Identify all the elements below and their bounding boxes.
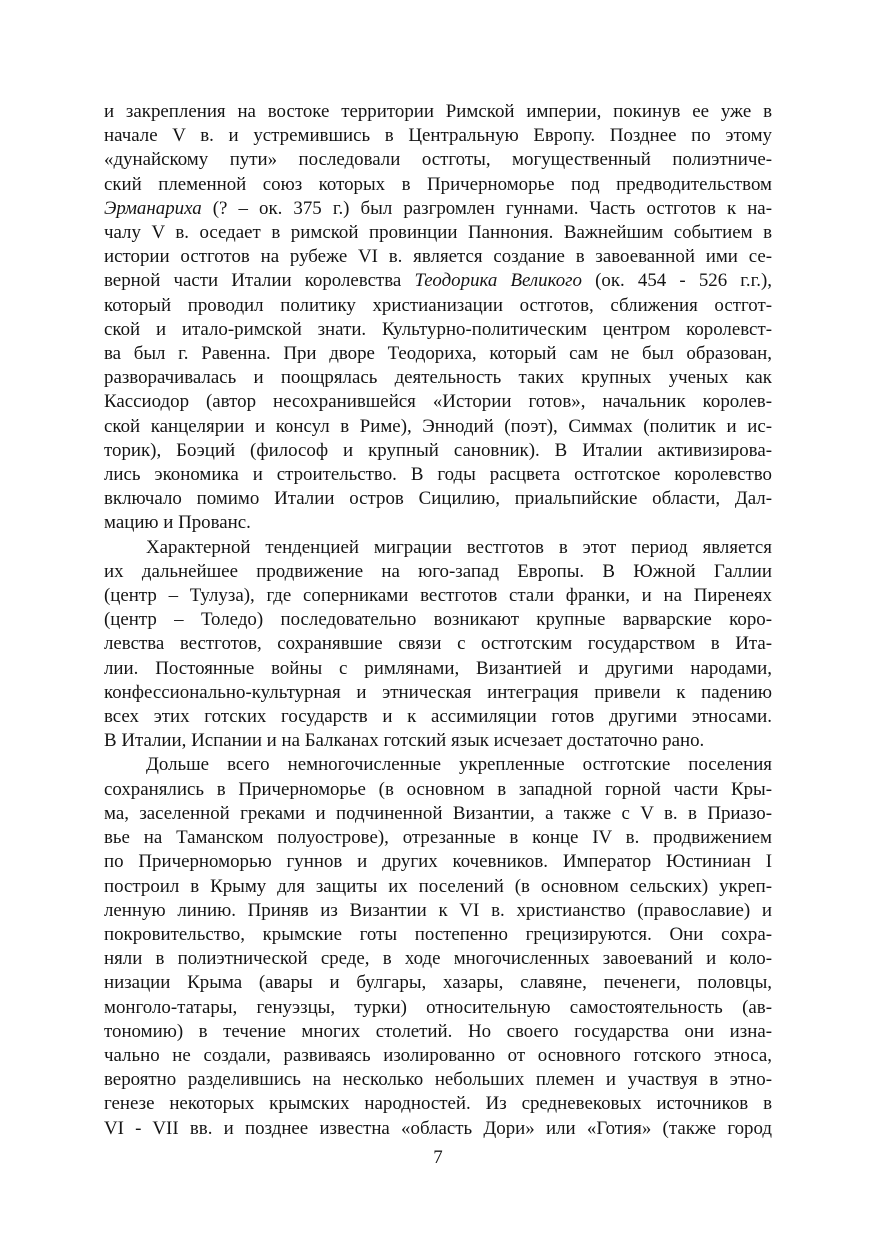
text-line: генезе некоторых крымских народностей. Из средневековых источников в [104, 1093, 772, 1115]
text-line: монголо-татары, генуэзцы, турки) относительную самостоятельность (ав- [104, 996, 772, 1018]
text-line: Кассиодор (автор несохранившейся «Истории готов», начальник королев- [104, 391, 772, 413]
text-line: вероятно разделившись на несколько небольших племен и участвуя в этно- [104, 1069, 772, 1091]
text-line: начале V в. и устремившись в Центральную Европу. Позднее по этому [104, 125, 772, 147]
text-line: их дальнейшее продвижение на юго-запад Европы. В Южной Галлии [104, 560, 772, 582]
text-line: включало помимо Италии остров Сицилию, приальпийские области, Дал- [104, 488, 772, 510]
text-line: построил в Крыму для защиты их поселений (в основном сельских) укреп- [104, 875, 772, 897]
paragraph-visigoths [104, 536, 772, 754]
page-number: 7 [433, 1147, 443, 1168]
text-line: ский племенной союз которых в Причерноморье под предводительством [104, 173, 772, 195]
text-line: разворачивалась и поощрялась деятельность таких крупных ученых как [104, 367, 772, 389]
text-line: В Италии, Испании и на Балканах готский язык исчезает достаточно рано. [104, 730, 705, 752]
text-line: лии. Постоянные войны с римлянами, Византией и другими народами, [104, 657, 772, 679]
text-line: ма, заселенной греками и подчиненной Византии, а также с V в. в Приазо- [104, 802, 772, 824]
text-line: тономию) в течение многих столетий. Но своего государства они изна- [104, 1020, 772, 1042]
text-line: низации Крыма (авары и булгары, хазары, славяне, печенеги, половцы, [104, 972, 772, 994]
text-line: Эрманариха (? – ок. 375 г.) был разгромлен гуннами. Часть остготов к на- [104, 197, 772, 219]
text-line: который проводил политику христианизации остготов, сближения остгот- [104, 294, 772, 316]
text-line: левства вестготов, сохранявшие связи с остготским государством в Ита- [104, 633, 772, 655]
text-line: чалу V в. оседает в римской провинции Паннония. Важнейшим событием в [104, 222, 772, 244]
text-line: «дунайскому пути» последовали остготы, могущественный полиэтниче- [104, 149, 772, 171]
text-line: конфессионально-культурная и этническая интеграция привели к падению [104, 681, 772, 703]
text-line: ва был г. Равенна. При дворе Теодориха, который сам не был образован, [104, 343, 772, 365]
text-line: сохранялись в Причерноморье (в основном в западной горной части Кры- [104, 778, 772, 800]
text-line: няли в полиэтнической среде, в ходе многочисленных завоеваний и коло- [104, 948, 772, 970]
text-line: лись экономика и строительство. В годы расцвета остготское королевство [104, 464, 772, 486]
text-line: покровительство, крымские готы постепенно грецизируются. Они сохра- [104, 923, 772, 945]
paragraph-ostrogoths [104, 100, 772, 536]
text-line: (центр – Тулуза), где соперниками вестготов стали франки, и на Пиренеях [104, 585, 772, 607]
text-line: по Причерноморью гуннов и других кочевников. Император Юстиниан I [104, 851, 772, 873]
text-line: мацию и Прованс. [104, 512, 251, 534]
text-line: вье на Таманском полуострове), отрезанные в конце IV в. продвижением [104, 827, 772, 849]
text-line: Характерной тенденцией миграции вестготов в этот период является [146, 536, 772, 558]
text-line: торик), Боэций (философ и крупный сановник). В Италии активизирова- [104, 439, 772, 461]
text-line: всех этих готских государств и к ассимиляции готов другими этносами. [104, 706, 772, 728]
text-line: ской и итало-римской знати. Культурно-политическим центром королевст- [104, 318, 772, 340]
text-line: (центр – Толедо) последовательно возникают крупные варварские коро- [104, 609, 772, 631]
text-line: чально не создали, развиваясь изолированно от основного готского этноса, [104, 1044, 772, 1066]
page-body [104, 100, 772, 1141]
text-line: ской канцелярии и консул в Риме), Эннодий (поэт), Симмах (политик и ис- [104, 415, 772, 437]
paragraph-crimean-goths [104, 753, 772, 1140]
text-line: истории остготов на рубеже VI в. является создание в завоеванной ими се- [104, 246, 772, 268]
text-line: VI - VII вв. и позднее известна «область Дори» или «Готия» (также город [104, 1117, 772, 1139]
text-line: ленную линию. Приняв из Византии к VI в. христианство (православие) и [104, 899, 772, 921]
text-line: и закрепления на востоке территории Римской империи, покинув ее уже в [104, 101, 772, 122]
text-line: Дольше всего немногочисленные укрепленные остготские поселения [146, 754, 772, 776]
text-line: верной части Италии королевства Теодорика Великого (ок. 454 - 526 г.г.), [104, 270, 772, 292]
